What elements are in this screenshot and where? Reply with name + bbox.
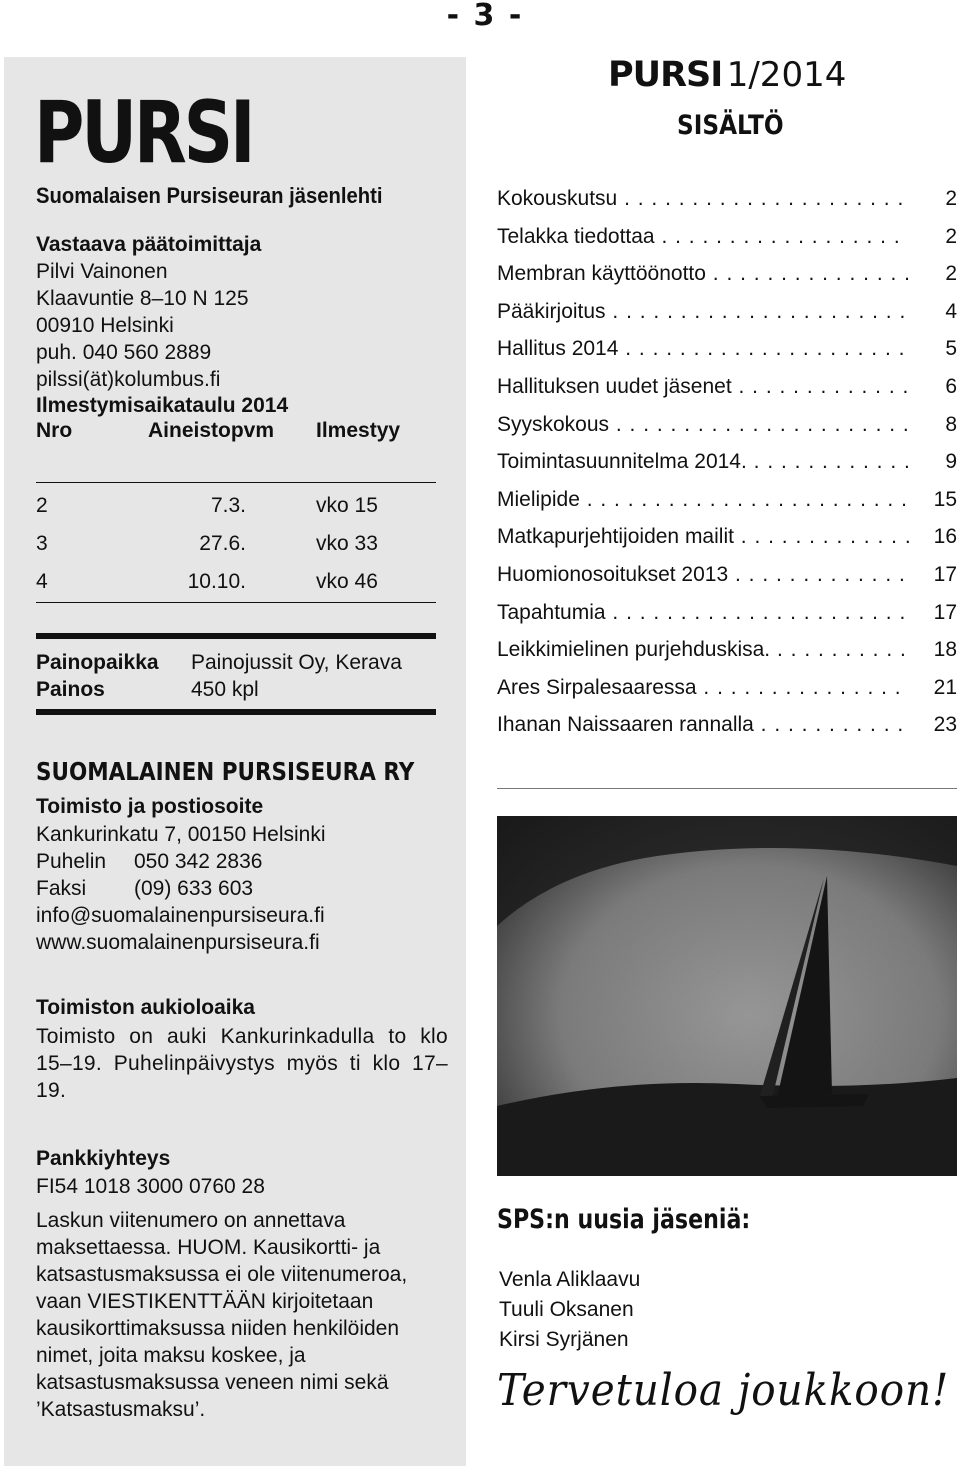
toc-entry xyxy=(497,522,957,560)
toc-entry xyxy=(497,485,957,523)
schedule-nro: 4 xyxy=(36,570,48,593)
toc-page: 21 xyxy=(933,675,957,699)
issue-number: 1/2014 xyxy=(726,55,847,95)
toc-entry xyxy=(497,222,957,260)
toc-page: 17 xyxy=(933,600,957,624)
club-address: Kankurinkatu 7, 00150 Helsinki xyxy=(36,823,326,846)
toc-entry xyxy=(497,673,957,711)
schedule-week: vko 46 xyxy=(316,570,378,593)
toc-page: 2 xyxy=(945,262,957,286)
contents-title: SISÄLTÖ xyxy=(677,110,784,141)
schedule-col-week: Ilmestyy xyxy=(316,419,401,442)
toc-entry xyxy=(497,635,957,673)
schedule-date: 7.3. xyxy=(210,494,246,517)
fax-label: Faksi xyxy=(36,877,87,900)
editor-name: Pilvi Vainonen xyxy=(36,260,168,283)
toc-page: 17 xyxy=(933,562,957,586)
editor-phone: puh. 040 560 2889 xyxy=(36,341,212,364)
new-members-heading: SPS:n uusia jäseniä: xyxy=(497,1204,751,1235)
toc-title: Hallitus 2014 . . . xyxy=(497,334,909,364)
phone-label: Puhelin xyxy=(36,850,107,873)
toc-title: Pääkirjoitus . . . xyxy=(497,297,909,327)
bank-account: FI54 1018 3000 0760 28 xyxy=(36,1175,265,1198)
print-place-label: Painopaikka xyxy=(36,651,159,674)
member-name: Kirsi Syrjänen xyxy=(499,1328,629,1351)
sailboat-photo xyxy=(497,816,957,1176)
schedule-col-date: Aineistopvm xyxy=(148,419,275,442)
toc-title: Toimintasuunnitelma 2014. . . . xyxy=(497,447,909,477)
toc-page: 5 xyxy=(945,337,957,361)
toc-title: Ihanan Naissaaren rannalla . . . xyxy=(497,710,909,740)
schedule-heading: Ilmestymisaikataulu 2014 xyxy=(36,394,289,417)
editor-street: Klaavuntie 8–10 N 125 xyxy=(36,287,249,310)
toc-title: Leikkimielinen purjehduskisa. . . . xyxy=(497,635,909,665)
schedule-date: 10.10. xyxy=(187,570,246,593)
print-edition-value: 450 kpl xyxy=(191,678,259,701)
toc-title: Kokouskutsu . . . xyxy=(497,184,909,214)
toc-title: Ares Sirpalesaaressa . . . xyxy=(497,673,909,703)
toc-title: Telakka tiedottaa . . . xyxy=(497,222,909,252)
print-place-value: Painojussit Oy, Kerava xyxy=(191,651,402,674)
toc-entry xyxy=(497,410,957,448)
toc-page: 16 xyxy=(933,525,957,549)
toc-title: Matkapurjehtijoiden mailit . . . xyxy=(497,522,909,552)
toc-title: Syyskokous . . . xyxy=(497,410,909,440)
page-number: - 3 - xyxy=(446,0,524,33)
office-hours-heading: Toimiston aukioloaika xyxy=(36,996,255,1019)
toc-entry xyxy=(497,710,957,748)
toc-entry xyxy=(497,447,957,485)
toc-entry xyxy=(497,372,957,410)
toc-page: 2 xyxy=(945,224,957,248)
editor-block xyxy=(36,231,261,393)
schedule-nro: 2 xyxy=(36,494,48,517)
toc-page: 15 xyxy=(933,487,957,511)
toc-title: Membran käyttöönotto . . . xyxy=(497,259,909,289)
member-name: Tuuli Oksanen xyxy=(499,1298,634,1321)
toc-title: Mielipide . . . xyxy=(497,485,909,515)
toc-title: Huomionosoitukset 2013 . . . xyxy=(497,560,909,590)
toc-entry xyxy=(497,184,957,222)
toc-page: 2 xyxy=(945,187,957,210)
magazine-masthead: PURSI xyxy=(34,83,253,183)
toc-entry xyxy=(497,297,957,335)
toc-entry xyxy=(497,334,957,372)
schedule-week: vko 33 xyxy=(316,532,378,555)
toc-page: 6 xyxy=(945,374,957,398)
photo-divider xyxy=(497,788,957,789)
toc-entry xyxy=(497,560,957,598)
toc-page: 9 xyxy=(945,450,957,474)
magazine-subtitle: Suomalaisen Pursiseuran jäsenlehti xyxy=(36,183,383,208)
thick-rule xyxy=(36,709,436,715)
editor-city: 00910 Helsinki xyxy=(36,314,174,337)
office-heading: Toimisto ja postiosoite xyxy=(36,795,264,818)
bank-heading: Pankkiyhteys xyxy=(36,1147,171,1170)
club-email: info@suomalainenpursiseura.fi xyxy=(36,904,325,927)
welcome-handwriting: Tervetuloa joukkoon! xyxy=(497,1365,950,1416)
schedule-top-rule xyxy=(36,482,436,483)
toc-page: 8 xyxy=(945,412,957,436)
office-hours-text: Toimisto on auki Kankurinkadulla to klo 15–19. Puhelinpäivystys myös ti klo 17–19. xyxy=(36,1025,448,1102)
thick-rule xyxy=(36,633,436,639)
toc-title: Tapahtumia . . . xyxy=(497,598,909,628)
toc-entry xyxy=(497,259,957,297)
schedule-col-nro: Nro xyxy=(36,419,73,442)
toc-page: 23 xyxy=(933,713,957,737)
member-name: Venla Aliklaavu xyxy=(499,1268,641,1291)
issue-magazine: PURSI xyxy=(608,55,723,95)
schedule-date: 27.6. xyxy=(199,532,246,555)
schedule-bottom-rule xyxy=(36,602,436,603)
club-fax-row xyxy=(36,877,253,901)
print-edition-label: Painos xyxy=(36,678,105,701)
toc-entry xyxy=(497,598,957,636)
bank-note: Laskun viitenumero on annettava maksettaessa. HUOM. Kausikortti- ja katsastusmaksussa ei ole viitenumeroa, vaan VIESTIKENTTÄÄN kirjoitetaan kausikorttimaksussa niiden henkilöiden nimet, joita maksu koskee, ja katsastusmaksussa veneen nimi sekä ’Katsastusmaksu’. xyxy=(36,1209,408,1421)
issue-title xyxy=(608,55,846,95)
toc-page: 18 xyxy=(933,638,957,662)
schedule-nro: 3 xyxy=(36,532,48,555)
editor-heading: Vastaava päätoimittaja xyxy=(36,233,262,256)
fax-value: (09) 633 603 xyxy=(134,877,254,900)
phone-value: 050 342 2836 xyxy=(134,850,263,873)
club-phone-row xyxy=(36,850,262,874)
toc-title: Hallituksen uudet jäsenet . . . xyxy=(497,372,909,402)
toc-page: 4 xyxy=(945,299,957,323)
table-of-contents xyxy=(497,184,957,748)
masthead-panel xyxy=(4,57,466,1466)
editor-email: pilssi(ät)kolumbus.fi xyxy=(36,368,221,391)
schedule-week: vko 15 xyxy=(316,494,378,517)
club-name: SUOMALAINEN PURSISEURA RY xyxy=(36,757,415,786)
club-website: www.suomalainenpursiseura.fi xyxy=(36,931,320,954)
